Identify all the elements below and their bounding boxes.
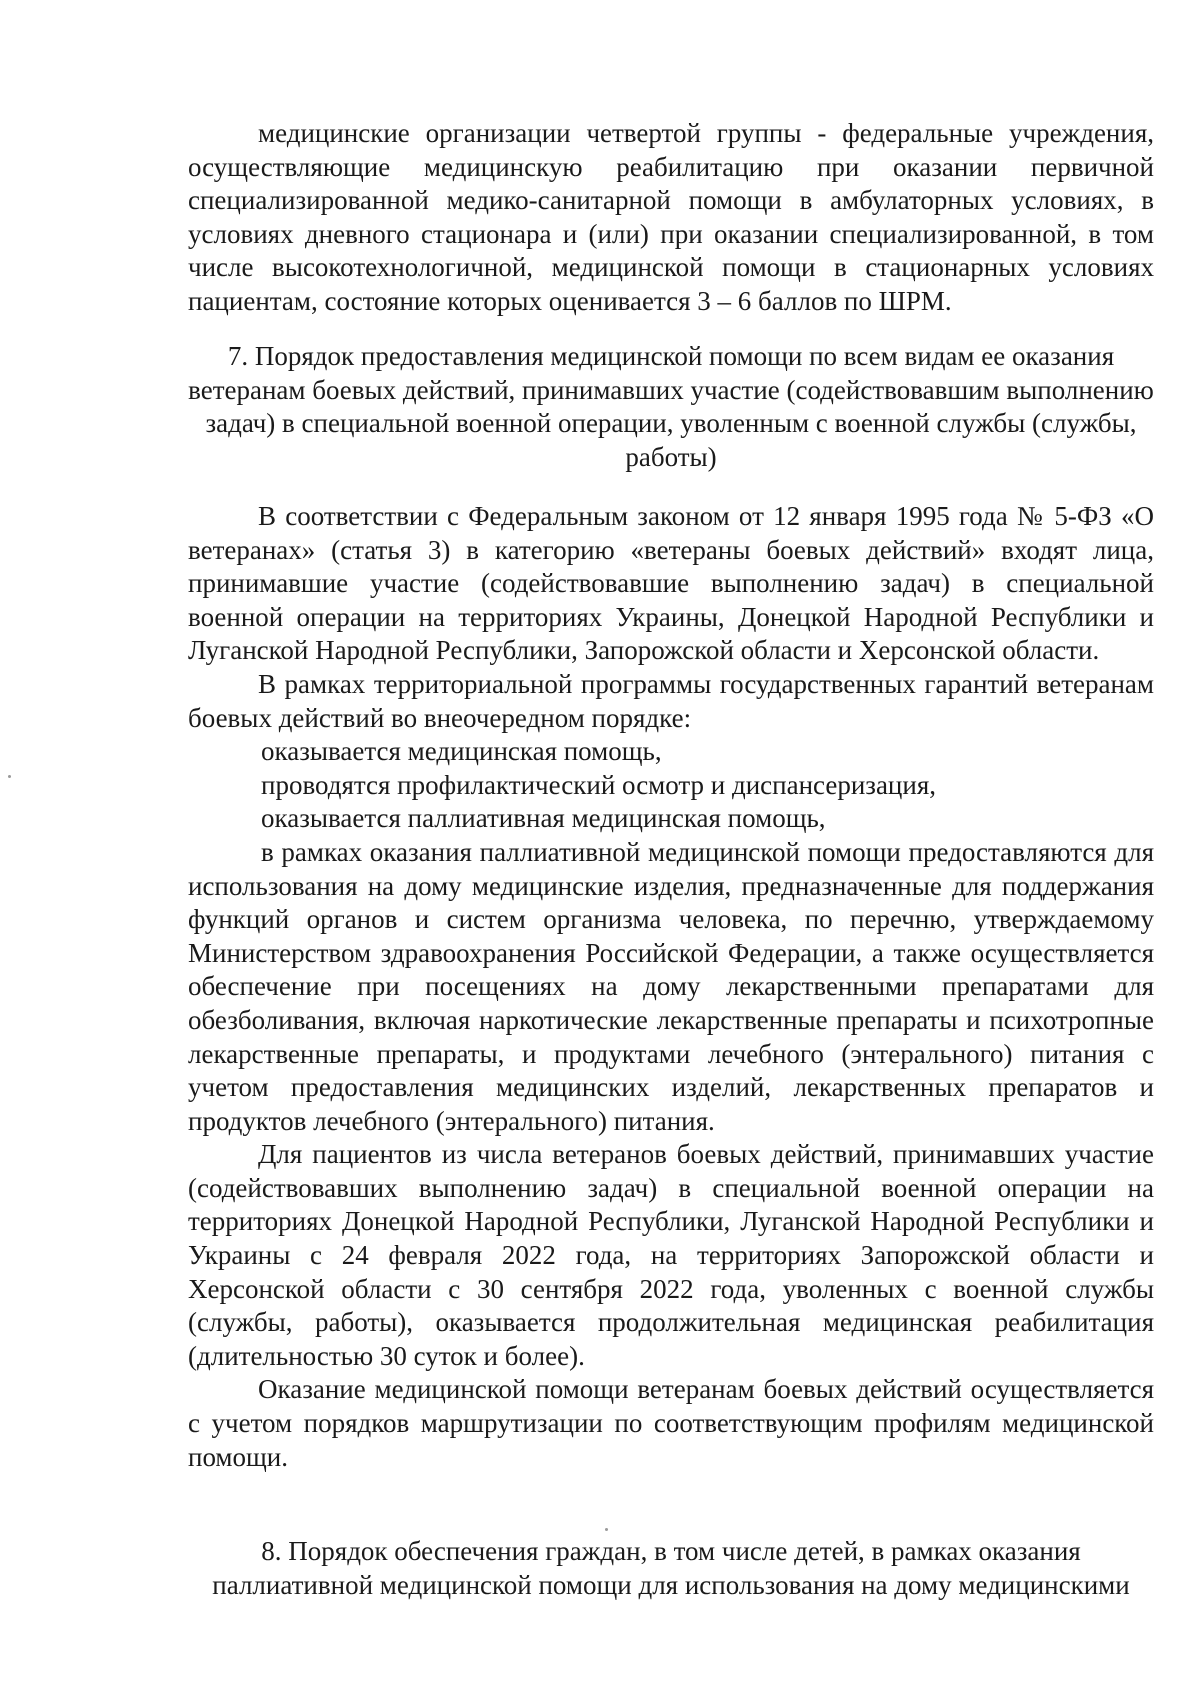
section-7-heading: 7. Порядок предоставления медицинской помощи по всем видам ее оказания ветеранам боевых действий, принимавших участие (содействовавшим выполнению задач) в специальной военной операции, уволенным с военной службы (службы, работы) <box>188 341 1154 472</box>
intro-paragraph: медицинские организации четвертой группы - федеральные учреждения, осуществляющие медицинскую реабилитацию при оказании первичной специализированной медико-санитарной помощи в амбулаторных условиях, в условиях дневного стационара и (или) при оказании специализированной, в том числе высокотехнологичной, медицинской помощи в стационарных условиях пациентам, состояние которых оценивается 3 – 6 баллов по ШРМ. <box>188 118 1154 316</box>
scan-speck <box>8 775 11 778</box>
paragraph-rehabilitation: Для пациентов из числа ветеранов боевых действий, принимавших участие (содействовавших выполнению задач) в специальной военной операции на территориях Донецкой Народной Республики, Луганской Народной Республики и Украины с 24 февраля 2022 года, на территориях Запорожской области и Херсонской области с 30 сентября 2022 года, уволенных с военной службы (службы, работы), оказывается продолжительная медицинская реабилитация (длительностью 30 суток и более). <box>188 1139 1154 1371</box>
section-7-body <box>188 500 1154 1474</box>
paragraph-palliative-devices: в рамках оказания паллиативной медицинской помощи предоставляются для использования на дому медицинские изделия, предназначенные для поддержания функций органов и систем организма человека, по перечню, утверждаемому Министерством здравоохранения Российской Федерации, а также осуществляется обеспечение при посещениях на дому лекарственными препаратами для обезболивания, включая наркотические лекарственные препараты и психотропные лекарственные препараты, и продуктами лечебного (энтерального) питания с учетом предоставления медицинских изделий, лекарственных препаратов и продуктов лечебного (энтерального) питания. <box>188 836 1154 1136</box>
paragraph-routing: Оказание медицинской помощи ветеранам боевых действий осуществляется с учетом порядков маршрутизации по соответствующим профилям медицинской помощи. <box>188 1374 1154 1472</box>
paragraph-program-guarantees: В рамках территориальной программы государственных гарантий ветеранам боевых действий во внеочередном порядке: <box>188 668 1154 733</box>
intro-block <box>188 117 1154 319</box>
list-item-palliative: оказывается паллиативная медицинская помощь, <box>261 803 826 834</box>
list-item-medical-help: оказывается медицинская помощь, <box>261 736 662 767</box>
section-8-heading: 8. Порядок обеспечения граждан, в том числе детей, в рамках оказания паллиативной медицинской помощи для использования на дому медицинскими <box>212 1536 1130 1600</box>
scan-speck <box>605 1528 608 1531</box>
paragraph-veterans-law: В соответствии с Федеральным законом от 12 января 1995 года № 5-ФЗ «О ветеранах» (статья 3) в категорию «ветераны боевых действий» входят лица, принимавшие участие (содействовавшие выполнению задач) в специальной военной операции на территориях Украины, Донецкой Народной Республики и Луганской Народной Республики, Запорожской области и Херсонской области. <box>188 501 1154 666</box>
list-item-checkup: проводятся профилактический осмотр и диспансеризация, <box>261 769 936 800</box>
